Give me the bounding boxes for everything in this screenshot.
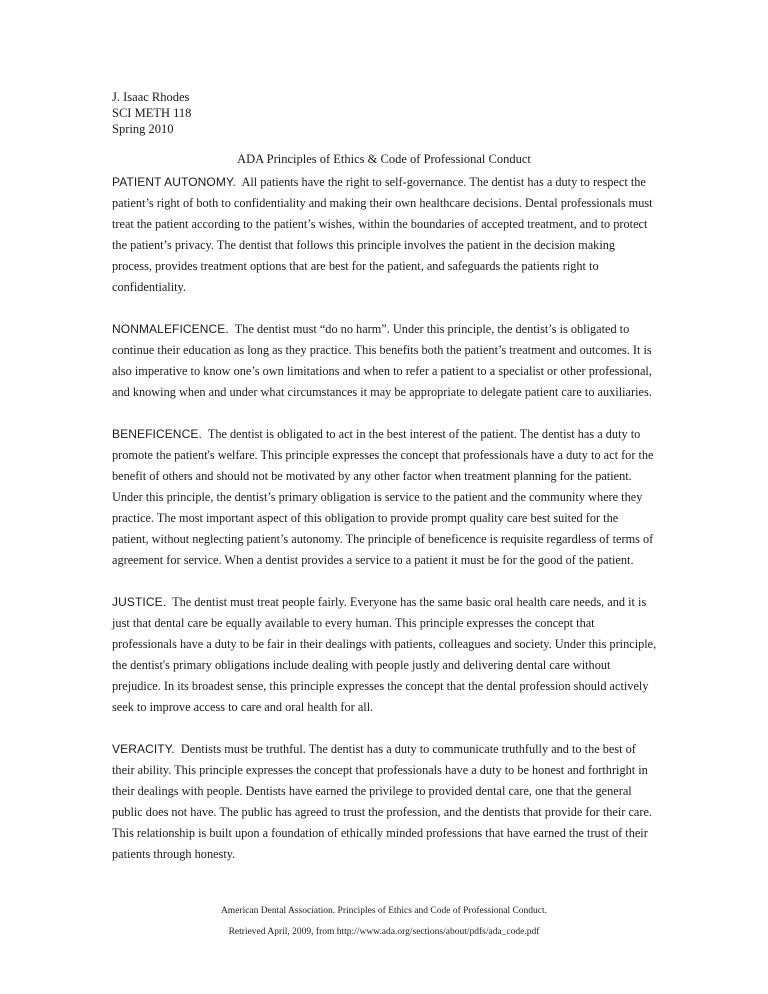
section-text: The dentist must treat people fairly. Everyone has the same basic oral health care needs, and it is just that dental care be equally available to every human. This principle expresses the concept that professionals have a duty to be fair in their dealings with patients, colleagues and society. Under this principle, the dentist's primary obligations include dealing with people justly and delivering dental care without prejudice. In its broadest sense, this principle expresses the concept that the dental profession should actively seek to improve access to care and oral health for all.: [112, 595, 657, 714]
footer-retrieved: Retrieved April, 2009, from http://www.ada.org/sections/about/pdfs/ada_code.pdf: [228, 927, 540, 937]
section-text: The dentist must “do no harm”. Under this principle, the dentist’s is obligated to continue their education as long as they practice. This benefits both the patient’s treatment and outcomes. It is also imperative to know one’s own limitations and when to refer a patient to a specialist or other professional, and knowing when and under what circumstances it may be appropriate to delegate patient care to auxiliaries.: [112, 322, 652, 399]
author-header: [112, 89, 191, 137]
section-beneficence: [112, 424, 657, 571]
document-title: [0, 152, 768, 167]
section-justice: [112, 592, 657, 718]
footer-citation: American Dental Association. Principles of Ethics and Code of Professional Conduct.: [220, 906, 548, 916]
author-name: J. Isaac Rhodes: [112, 90, 190, 104]
section-heading: JUSTICE.: [112, 595, 167, 609]
section-text: Dentists must be truthful. The dentist has a duty to communicate truthfully and to the best of their ability. This principle expresses the concept that professionals have a duty to be honest and forthright in their dealings with people. Dentists have earned the privilege to provided dental care, one that the general public does not have. The public has agreed to trust the profession, and the dentists that provide for their care. This relationship is built upon a foundation of ethically minded professions that have earned the trust of their patients through honesty.: [112, 742, 653, 861]
section-nonmaleficence: [112, 319, 657, 403]
section-text: All patients have the right to self-governance. The dentist has a duty to respect the patient’s right of both to confidentiality and making their own healthcare decisions. Dental professionals must treat the patient according to the patient’s wishes, within the boundaries of accepted treatment, and to protect the patient’s privacy. The dentist that follows this principle involves the patient in the decision making process, provides treatment options that are best for the patient, and safeguards the patients right to confidentiality.: [112, 175, 653, 294]
section-veracity: [112, 739, 657, 865]
section-patient-autonomy: [112, 172, 657, 298]
section-heading: PATIENT AUTONOMY.: [112, 175, 236, 189]
section-heading: NONMALEFICENCE.: [112, 322, 229, 336]
section-heading: VERACITY.: [112, 742, 175, 756]
section-text: The dentist is obligated to act in the best interest of the patient. The dentist has a duty to promote the patient's welfare. This principle expresses the concept that professionals have a duty to act for the benefit of others and should not be motivated by any other factor when treatment planning for the patient. Under this principle, the dentist’s primary obligation is service to the patient and the community where they practice. The most important aspect of this obligation to provide prompt quality care best suited for the patient, without neglecting patient’s autonomy. The principle of beneficence is requisite regardless of terms of agreement for service. When a dentist provides a service to a patient it must be for the good of the patient.: [112, 427, 654, 567]
document-body: [112, 172, 657, 865]
section-heading: BENEFICENCE.: [112, 427, 202, 441]
document-title-text: ADA Principles of Ethics & Code of Professional Conduct: [237, 152, 531, 166]
course-code: SCI METH 118: [112, 106, 192, 120]
term: Spring 2010: [112, 122, 174, 136]
